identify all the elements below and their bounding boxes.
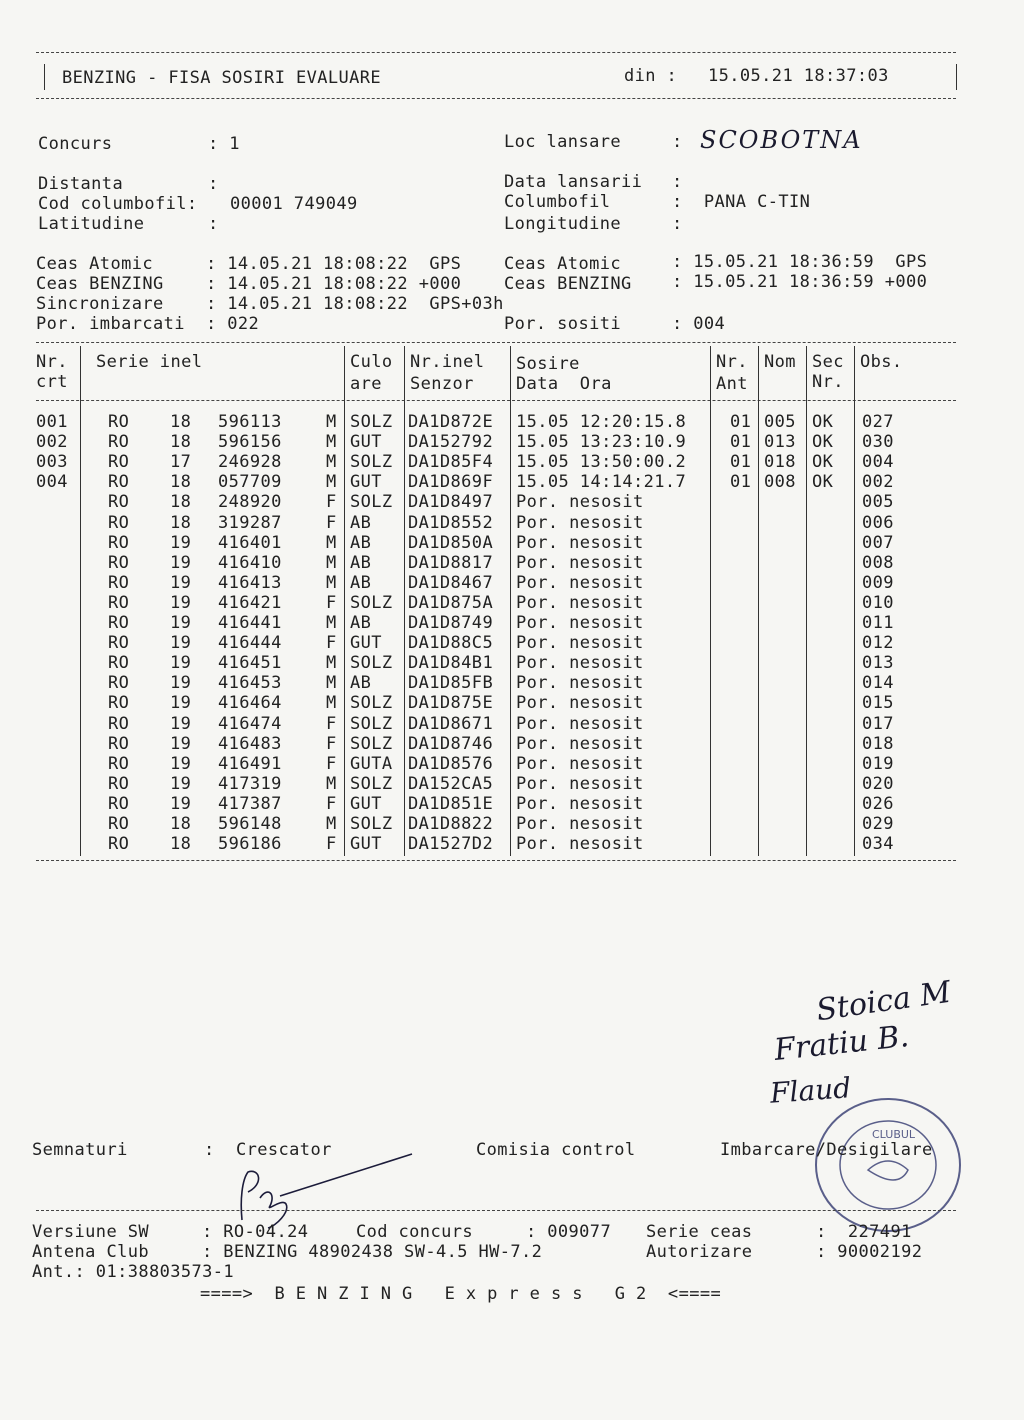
autorizare-value: : 90002192 [816,1242,923,1262]
cell-tara: RO [108,633,130,654]
cell-sex: F [326,713,337,734]
col-nr-h1: Nr. [36,352,68,372]
cell-senzor: DA1D85FB [408,673,494,694]
clock-left-1-value: : 14.05.21 18:08:22 +000 [206,274,462,294]
cell-an: 18 [170,412,192,432]
club-stamp [808,1090,968,1240]
cell-sosire: Por. nesosit [516,673,644,694]
cell-an: 19 [170,793,192,814]
cell-nom: 018 [764,452,796,473]
col-sec-h2: Nr. [812,372,844,392]
clock-right-1-label: Ceas BENZING [504,274,643,294]
cell-inel: 248920 [218,492,282,513]
col-senzor-h1: Nr.inel [410,352,485,372]
columbofil-label: Columbofil [504,192,611,212]
cell-inel: 416474 [218,713,282,734]
cell-tara: RO [108,793,130,814]
table-top-rule [36,342,956,343]
cell-nr: 004 [36,472,68,493]
cell-senzor: DA1D8467 [408,572,494,593]
cell-an: 19 [170,753,192,774]
cell-sosire: Por. nesosit [516,693,644,714]
cell-senzor: DA1D8552 [408,512,494,533]
cell-sec: OK [812,472,834,493]
signature-flaud: Flaud [768,1071,853,1110]
din-value: 15.05.21 18:37:03 [708,66,889,86]
footer-top-rule [36,1210,956,1211]
col-sosire-h2: Data Ora [516,374,612,394]
cell-senzor: DA1D8497 [408,492,494,513]
header-right-bar [956,64,957,90]
cell-obs: 012 [862,633,894,654]
cell-culoare: SOLZ [350,412,393,432]
cell-tara: RO [108,713,130,734]
cell-obs: 019 [862,753,894,774]
cell-an: 18 [170,472,192,493]
longitudine-value: : [672,214,683,234]
cell-nom: 013 [764,432,796,453]
cell-senzor: DA1D8671 [408,713,494,734]
table-row [0,452,1024,472]
cell-sosire: Por. nesosit [516,613,644,633]
cell-inel: 416421 [218,592,282,613]
clock-left-2-label: Sincronizare [36,294,175,314]
cell-senzor: DA1D8746 [408,733,494,754]
cell-tara: RO [108,412,130,432]
cell-inel: 416491 [218,753,282,774]
cell-tara: RO [108,733,130,754]
col-nom-h: Nom [764,352,796,372]
cell-culoare: GUT [350,793,382,814]
cell-sex: M [326,814,337,834]
cell-senzor: DA1D875A [408,592,494,613]
cell-sosire: Por. nesosit [516,552,644,573]
cell-culoare: AB [350,572,372,593]
cell-an: 19 [170,552,192,573]
table-row [0,734,1024,754]
cell-sosire: 15.05 12:20:15.8 [516,412,687,432]
cell-inel: 319287 [218,512,282,533]
cell-inel: 417319 [218,773,282,794]
cell-obs: 029 [862,814,894,834]
table-row [0,412,1024,432]
cell-nr: 003 [36,452,68,473]
cell-culoare: AB [350,613,372,633]
cell-culoare: AB [350,512,372,533]
cell-tara: RO [108,492,130,513]
cell-an: 19 [170,733,192,754]
cell-inel: 416483 [218,733,282,754]
cell-obs: 014 [862,673,894,694]
table-row [0,673,1024,693]
comisia-label: Comisia control [476,1140,636,1160]
cell-obs: 034 [862,834,894,855]
cell-sosire: 15.05 14:14:21.7 [516,472,687,493]
cell-culoare: AB [350,552,372,573]
cell-ant: 01 [730,472,752,493]
signature-fratiu: Fratiu B. [772,1019,911,1068]
header-top-rule [36,52,956,53]
cell-sosire: Por. nesosit [516,492,644,513]
cell-obs: 002 [862,472,894,493]
cell-tara: RO [108,532,130,553]
col-obs-h: Obs. [860,352,903,372]
cell-obs: 017 [862,713,894,734]
ant-line: Ant.: 01:38803573-1 [32,1262,235,1282]
loc-lansare-colon: : [672,132,683,152]
table-row [0,814,1024,834]
cell-sex: M [326,653,337,674]
table-row [0,513,1024,533]
col-culoare-h1: Culo [350,352,393,372]
table-row [0,553,1024,573]
antena-label: Antena Club [32,1242,149,1262]
cell-inel: 596156 [218,432,282,453]
cell-an: 18 [170,432,192,453]
crescator-label: Crescator [236,1140,332,1160]
cell-culoare: GUT [350,633,382,654]
cell-sec: OK [812,412,834,432]
cell-culoare: SOLZ [350,693,393,714]
cell-senzor: DA1D85F4 [408,452,494,473]
clock-left-1-label: Ceas BENZING [36,274,175,294]
cell-sosire: Por. nesosit [516,834,644,855]
col-serie-h: Serie inel [96,352,203,372]
table-row [0,714,1024,734]
cell-culoare: SOLZ [350,814,393,834]
cell-sex: M [326,432,337,453]
cell-an: 19 [170,572,192,593]
cell-an: 19 [170,713,192,734]
cell-inel: 596148 [218,814,282,834]
cell-obs: 006 [862,512,894,533]
cell-culoare: SOLZ [350,492,393,513]
serie-ceas-label: Serie ceas [646,1222,753,1242]
crescator-signature [220,1150,430,1230]
table-row [0,653,1024,673]
cell-obs: 027 [862,412,894,432]
cell-sosire: Por. nesosit [516,793,644,814]
cell-sec: OK [812,452,834,473]
col-ant-h2: Ant [716,374,748,394]
cell-senzor: DA1D872E [408,412,494,432]
cell-sosire: Por. nesosit [516,773,644,794]
cell-inel: 416413 [218,572,282,593]
cell-sex: M [326,693,337,714]
clock-right-0-label: Ceas Atomic [504,254,643,274]
cell-sex: F [326,633,337,654]
cell-culoare: SOLZ [350,773,393,794]
cell-obs: 009 [862,572,894,593]
cell-sex: M [326,532,337,553]
versiune-value: : RO-04.24 [202,1222,309,1242]
cell-sosire: Por. nesosit [516,753,644,774]
cell-senzor: DA1D84B1 [408,653,494,674]
cell-an: 19 [170,633,192,654]
cell-an: 19 [170,773,192,794]
cell-inel: 416453 [218,673,282,694]
table-row [0,794,1024,814]
cell-sex: M [326,673,337,694]
cell-an: 18 [170,512,192,533]
table-row [0,834,1024,854]
cell-an: 19 [170,653,192,674]
cell-sex: F [326,753,337,774]
cell-nom: 008 [764,472,796,493]
cell-culoare: SOLZ [350,592,393,613]
concurs-label: Concurs [38,134,113,154]
cell-senzor: DA1D850A [408,532,494,553]
cell-tara: RO [108,693,130,714]
cell-senzor: DA1527D2 [408,834,494,855]
cell-sex: M [326,472,337,493]
loc-lansare-label: Loc lansare [504,132,621,152]
cell-inel: 417387 [218,793,282,814]
cell-tara: RO [108,572,130,593]
semnaturi-label: Semnaturi [32,1140,128,1160]
din-label: din : [624,66,678,86]
cell-ant: 01 [730,452,752,473]
cell-sosire: 15.05 13:50:00.2 [516,452,687,473]
col-ant-h1: Nr. [716,352,748,372]
cell-sex: M [326,452,337,473]
cell-culoare: AB [350,532,372,553]
cell-senzor: DA1D869F [408,472,494,493]
cell-senzor: DA1D875E [408,693,494,714]
cell-senzor: DA152792 [408,432,494,453]
antena-value: : BENZING 48902438 SW-4.5 HW-7.2 [202,1242,543,1262]
versiune-label: Versiune SW [32,1222,149,1242]
longitudine-label: Longitudine [504,214,621,234]
cell-senzor: DA1D8817 [408,552,494,573]
cell-sosire: Por. nesosit [516,814,644,834]
cell-obs: 030 [862,432,894,453]
cell-obs: 020 [862,773,894,794]
table-row [0,533,1024,553]
cell-sosire: 15.05 13:23:10.9 [516,432,687,453]
cod-concurs-value: : 009077 [526,1222,612,1242]
cod-concurs-label: Cod concurs [356,1222,473,1242]
cell-sex: F [326,512,337,533]
cell-senzor: DA1D8749 [408,613,494,633]
clock-left-3-value: : 022 [206,314,260,334]
cell-tara: RO [108,653,130,674]
concurs-value: : 1 [208,134,240,154]
cell-sex: M [326,572,337,593]
table-row [0,472,1024,492]
data-lansarii-label: Data lansarii [504,172,643,192]
autorizare-label: Autorizare [646,1242,753,1262]
cell-an: 19 [170,613,192,633]
cell-sosire: Por. nesosit [516,572,644,593]
cell-sex: F [326,834,337,855]
cell-obs: 013 [862,653,894,674]
cell-tara: RO [108,452,130,473]
cell-sex: F [326,592,337,613]
cell-tara: RO [108,432,130,453]
imbarcare-label: Imbarcare/Desigilare [720,1140,933,1160]
table-row [0,693,1024,713]
cell-senzor: DA1D8822 [408,814,494,834]
loc-lansare-handwritten: SCOBOTNA [700,126,863,154]
distanta-label: Distanta [38,174,124,194]
latitudine-label: Latitudine [38,214,145,234]
cell-sosire: Por. nesosit [516,653,644,674]
cell-sex: M [326,552,337,573]
cell-culoare: GUT [350,834,382,855]
cell-obs: 011 [862,613,894,633]
cell-senzor: DA1D8576 [408,753,494,774]
clock-right-2-label: Por. sositi [504,314,643,334]
cell-tara: RO [108,834,130,855]
table-row [0,774,1024,794]
cell-ant: 01 [730,412,752,432]
header-left-bar [44,64,45,90]
cell-an: 18 [170,492,192,513]
table-row [0,613,1024,633]
cell-an: 19 [170,693,192,714]
clock-right-0-value: : 15.05.21 18:36:59 GPS [672,252,928,272]
cell-sosire: Por. nesosit [516,592,644,613]
cod-columbofil-label: Cod columbofil: [38,194,198,214]
table-row [0,492,1024,512]
cell-an: 19 [170,673,192,694]
cell-an: 18 [170,814,192,834]
cell-tara: RO [108,673,130,694]
cell-obs: 005 [862,492,894,513]
clock-right-2-value: : 004 [672,314,726,334]
cell-tara: RO [108,814,130,834]
col-culoare-h2: are [350,374,382,394]
distanta-value: : [208,174,219,194]
cell-culoare: SOLZ [350,733,393,754]
cell-an: 19 [170,592,192,613]
cell-obs: 010 [862,592,894,613]
cell-sec: OK [812,432,834,453]
header-bottom-rule [36,98,956,99]
cell-tara: RO [108,592,130,613]
table-row [0,432,1024,452]
col-sosire-h1: Sosire [516,354,580,374]
benzing-banner: ====> B E N Z I N G E x p r e s s G 2 <==== [200,1284,722,1304]
col-senzor-h2: Senzor [410,374,474,394]
cell-inel: 416444 [218,633,282,654]
cell-inel: 596186 [218,834,282,855]
clock-right-1-value: : 15.05.21 18:36:59 +000 [672,272,928,292]
clock-left-2-value: : 14.05.21 18:08:22 GPS+03h [206,294,504,314]
cell-ant: 01 [730,432,752,453]
signature-stoica: Stoica M [814,974,953,1029]
clock-left-3-label: Por. imbarcati [36,314,185,334]
cell-senzor: DA152CA5 [408,773,494,794]
cell-sex: F [326,733,337,754]
table-header-rule [36,400,956,401]
cell-tara: RO [108,773,130,794]
cell-obs: 018 [862,733,894,754]
cell-sex: M [326,412,337,432]
cell-obs: 008 [862,552,894,573]
cell-obs: 004 [862,452,894,473]
cell-inel: 057709 [218,472,282,493]
cell-culoare: SOLZ [350,653,393,674]
cell-culoare: GUT [350,472,382,493]
cell-tara: RO [108,552,130,573]
columbofil-value: : PANA C-TIN [672,192,811,212]
semnaturi-colon: : [204,1140,215,1160]
cell-tara: RO [108,753,130,774]
cell-obs: 026 [862,793,894,814]
cell-sex: F [326,492,337,513]
cell-nom: 005 [764,412,796,432]
clock-left-0-value: : 14.05.21 18:08:22 GPS [206,254,462,274]
table-row [0,573,1024,593]
cell-obs: 007 [862,532,894,553]
cell-inel: 416401 [218,532,282,553]
cell-nr: 002 [36,432,68,453]
cell-sosire: Por. nesosit [516,633,644,654]
table-bottom-rule [36,860,956,861]
cell-culoare: SOLZ [350,713,393,734]
cell-an: 17 [170,452,192,473]
cell-culoare: SOLZ [350,452,393,473]
cell-tara: RO [108,472,130,493]
cell-inel: 416441 [218,613,282,633]
cell-sex: F [326,793,337,814]
cell-an: 19 [170,532,192,553]
stamp-label: CLUBUL [872,1128,916,1141]
cell-inel: 596113 [218,412,282,432]
cell-culoare: GUTA [350,753,393,774]
cell-obs: 015 [862,693,894,714]
cell-sosire: Por. nesosit [516,733,644,754]
data-lansarii-value: : [672,172,683,192]
cell-senzor: DA1D851E [408,793,494,814]
table-row [0,633,1024,653]
cell-inel: 416464 [218,693,282,714]
cod-columbofil-value: 00001 749049 [230,194,358,214]
latitudine-value: : [208,214,219,234]
cell-sosire: Por. nesosit [516,512,644,533]
document-title: BENZING - FISA SOSIRI EVALUARE [62,68,382,88]
cell-culoare: GUT [350,432,382,453]
cell-sosire: Por. nesosit [516,532,644,553]
cell-an: 18 [170,834,192,855]
cell-inel: 416451 [218,653,282,674]
cell-culoare: AB [350,673,372,694]
table-row [0,754,1024,774]
cell-inel: 246928 [218,452,282,473]
serie-ceas-value: : 227491 [816,1222,912,1242]
cell-senzor: DA1D88C5 [408,633,494,654]
clock-left-0-label: Ceas Atomic [36,254,175,274]
cell-tara: RO [108,512,130,533]
col-sec-h1: Sec [812,352,844,372]
cell-tara: RO [108,613,130,633]
table-row [0,593,1024,613]
cell-inel: 416410 [218,552,282,573]
col-nr-h2: crt [36,372,68,392]
cell-sex: M [326,613,337,633]
cell-nr: 001 [36,412,68,432]
cell-sex: M [326,773,337,794]
cell-sosire: Por. nesosit [516,713,644,734]
